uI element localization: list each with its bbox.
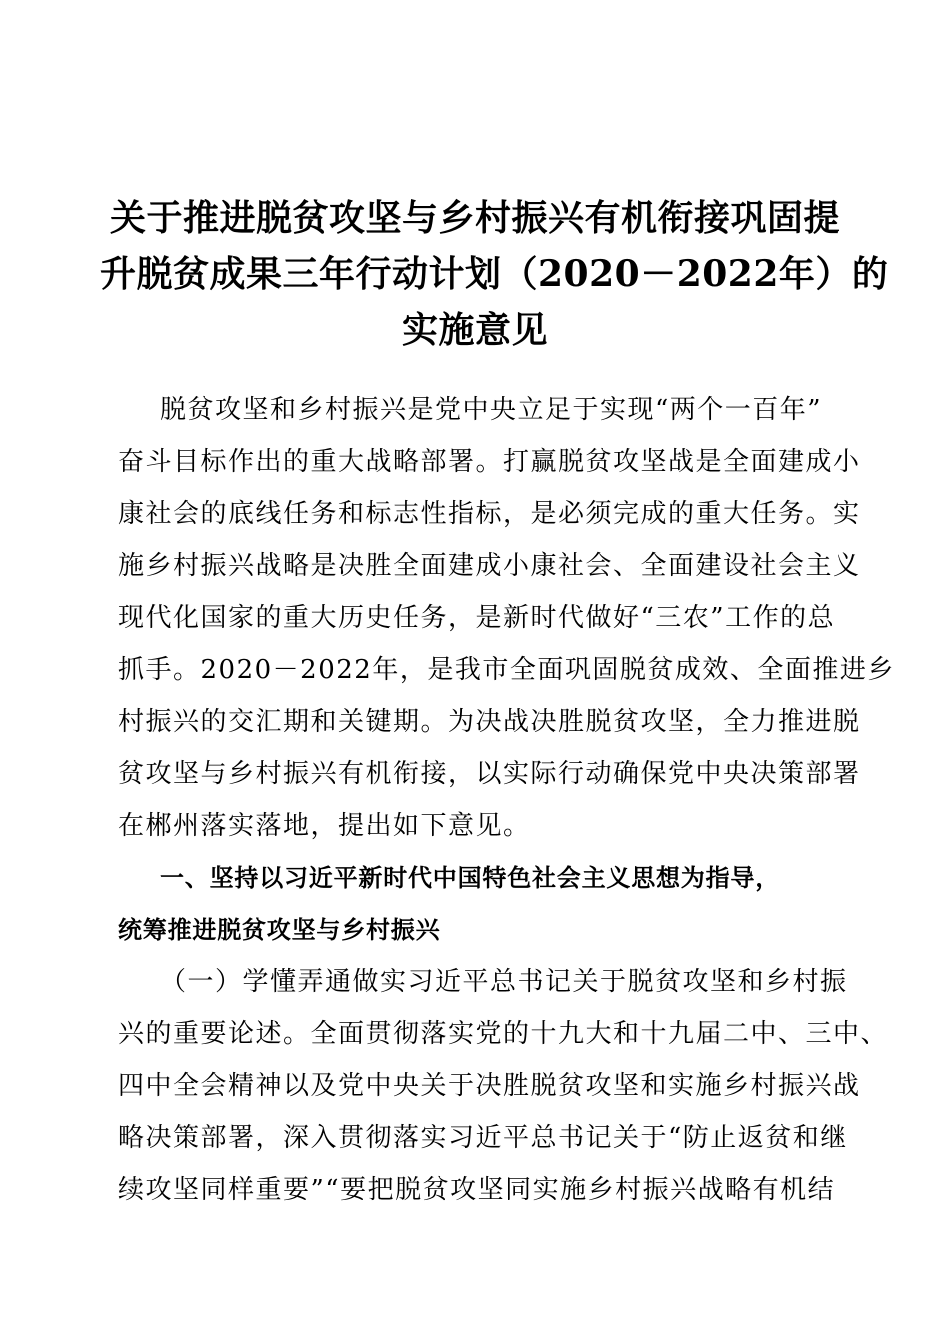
title-line: 升脱贫成果三年行动计划（2020－2022年）的 [100, 253, 889, 295]
paragraph-line: 兴的重要论述。全面贯彻落实党的十九大和十九届二中、三中、 [118, 1019, 889, 1049]
paragraph-line: 奋斗目标作出的重大战略部署。打赢脱贫攻坚战是全面建成小 [118, 447, 861, 477]
paragraph-line: 在郴州落实落地，提出如下意见。 [118, 811, 531, 841]
paragraph-line: 脱贫攻坚和乡村振兴是党中央立足于实现“两个一百年” [160, 395, 823, 425]
document-body [118, 384, 895, 1216]
section-heading-line: 统筹推进脱贫攻坚与乡村振兴 [118, 916, 441, 944]
section-heading-line: 一、坚持以习近平新时代中国特色社会主义思想为指导， [160, 864, 780, 892]
paragraph-line: （一）学懂弄通做实习近平总书记关于脱贫攻坚和乡村振 [160, 967, 848, 997]
title-line: 关于推进脱贫攻坚与乡村振兴有机衔接巩固提 [109, 197, 840, 239]
document-title [100, 190, 889, 358]
paragraph-line: 康社会的底线任务和标志性指标，是必须完成的重大任务。实 [118, 499, 861, 529]
paragraph-line: 四中全会精神以及党中央关于决胜脱贫攻坚和实施乡村振兴战 [118, 1071, 861, 1101]
paragraph-line: 现代化国家的重大历史任务，是新时代做好“三农”工作的总 [118, 603, 836, 633]
paragraph-line: 村振兴的交汇期和关键期。为决战决胜脱贫攻坚，全力推进脱 [118, 707, 861, 737]
title-line: 实施意见 [401, 309, 548, 351]
paragraph-line: 抓手。2020－2022年，是我市全面巩固脱贫成效、全面推进乡 [118, 655, 895, 685]
paragraph-line: 略决策部署，深入贯彻落实习近平总书记关于“防止返贫和继 [118, 1123, 848, 1153]
paragraph-line: 贫攻坚与乡村振兴有机衔接，以实际行动确保党中央决策部署 [118, 759, 861, 789]
paragraph-line: 施乡村振兴战略是决胜全面建成小康社会、全面建设社会主义 [118, 551, 861, 581]
paragraph-line: 续攻坚同样重要”“要把脱贫攻坚同实施乡村振兴战略有机结 [118, 1175, 836, 1205]
